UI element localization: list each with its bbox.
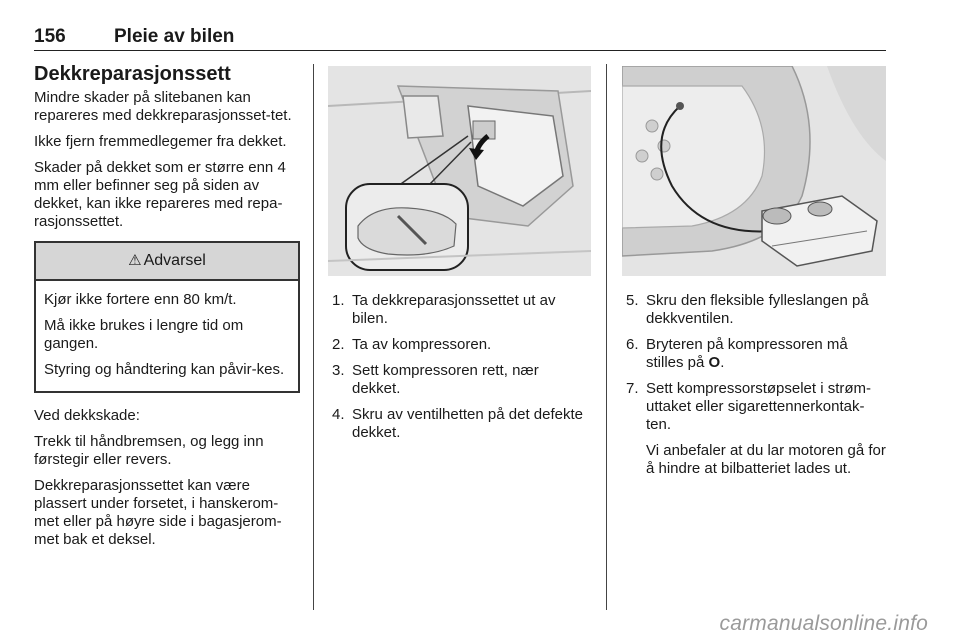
paragraph: Ikke fjern fremmedlegemer fra dekket. (34, 133, 287, 150)
paragraph: Trekk til håndbremsen, og legg inn førstegir eller revers. (34, 433, 264, 468)
steps-list-middle (328, 292, 591, 442)
off-symbol: O (708, 354, 721, 371)
illustration-compressor (622, 66, 886, 276)
section-heading: Dekkreparasjonssett (34, 63, 231, 85)
column-divider (606, 64, 607, 610)
column-middle (328, 66, 591, 450)
page-number: 156 (34, 26, 66, 47)
warning-line: Kjør ikke fortere enn 80 km/t. (44, 291, 237, 308)
list-item: 7. Sett kompressorstøpselet i strøm-uttaket eller sigarettennerkontak-ten. Vi anbefaler at du lar motoren gå for å hindre at bilbatteriet lades ut. (626, 380, 886, 477)
step-note: Vi anbefaler at du lar motoren gå for å hindre at bilbatteriet lades ut. (646, 442, 886, 477)
warning-title: Advarsel (143, 252, 206, 269)
paragraph: Dekkreparasjonssettet kan være plassert under forsetet, i hanskerom-met eller på høyre side i bagasjerom-met bak et deksel. (34, 477, 282, 548)
warning-line: Må ikke brukes i lengre tid om gangen. (44, 317, 244, 352)
paragraph: Ved dekkskade: (34, 407, 140, 424)
page-title: Pleie av bilen (114, 26, 235, 47)
paragraph: Mindre skader på slitebanen kan repareres med dekkreparasjonsset-tet. (34, 89, 292, 124)
list-item: 6. Bryteren på kompressoren må stilles på O. (626, 336, 848, 371)
column-divider (313, 64, 314, 610)
list-item: 5. Skru den fleksible fylleslangen på dekkventilen. (626, 292, 869, 327)
compressor-illustration (622, 66, 886, 276)
list-item: 3. Sett kompressoren rett, nær dekket. (332, 362, 539, 397)
page-header (34, 24, 886, 51)
list-item: 1. Ta dekkreparasjonssettet ut av bilen. (332, 292, 556, 327)
list-item: 4. Skru av ventilhetten på det defekte dekket. (332, 406, 583, 441)
trunk-panel-illustration (328, 66, 591, 276)
warning-line: Styring og håndtering kan påvir-kes. (44, 361, 285, 378)
watermark: carmanualsonline.info (719, 612, 928, 635)
warning-header (36, 243, 298, 281)
steps-list-right (622, 292, 886, 478)
warning-box (34, 241, 300, 393)
list-item: 2. Ta av kompressoren. (332, 336, 492, 353)
paragraph: Skader på dekket som er større enn 4 mm eller befinner seg på siden av dekket, kan ikke repareres med repa-rasjonssettet. (34, 159, 286, 230)
column-left (34, 62, 300, 557)
warning-triangle-icon: ⚠ (128, 252, 142, 269)
illustration-kit-location (328, 66, 591, 276)
column-right (622, 66, 886, 486)
warning-body (36, 281, 298, 391)
